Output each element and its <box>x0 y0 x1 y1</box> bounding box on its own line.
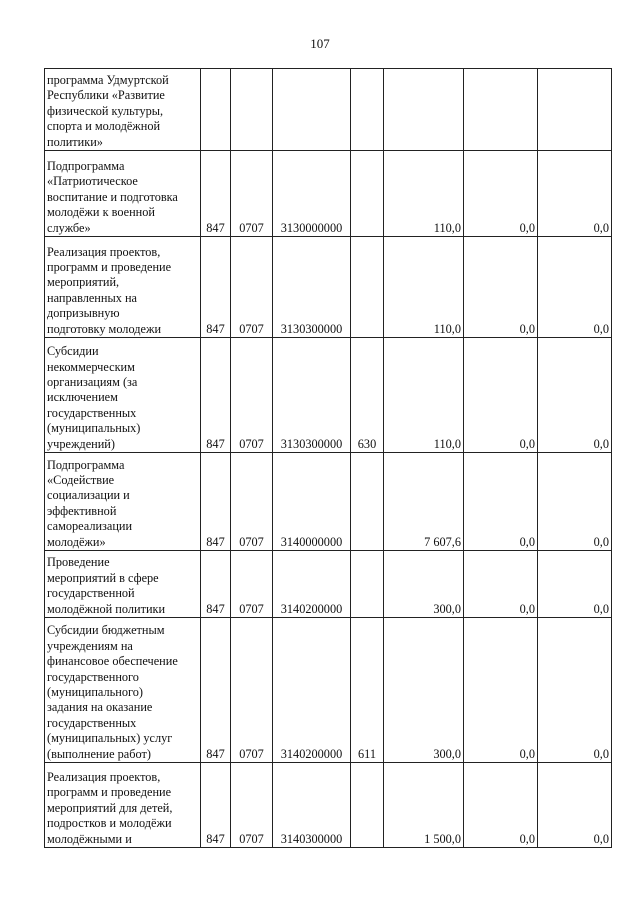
table-row <box>45 69 612 151</box>
target-article-code: 3140200000 <box>273 618 351 763</box>
expense-type-code <box>351 453 384 551</box>
amount-year-2: 0,0 <box>464 338 538 453</box>
amount-year-2: 0,0 <box>464 551 538 618</box>
dept-code <box>201 69 231 151</box>
section-code <box>231 69 273 151</box>
amount-year-2: 0,0 <box>464 151 538 237</box>
amount-year-2: 0,0 <box>464 618 538 763</box>
row-name: Субсидии бюджетным учреждениям на финансовое обеспечение государственного (муниципального) задания на оказание государственных (муниципальных) услуг (выполнение работ) <box>45 618 201 763</box>
table-row <box>45 763 612 848</box>
section-code: 0707 <box>231 237 273 338</box>
amount-year-3: 0,0 <box>538 763 612 848</box>
amount-year-2: 0,0 <box>464 237 538 338</box>
row-name: Подпрограмма «Содействие социализации и эффективной самореализации молодёжи» <box>45 453 201 551</box>
dept-code: 847 <box>201 763 231 848</box>
expense-type-code <box>351 763 384 848</box>
dept-code: 847 <box>201 453 231 551</box>
dept-code: 847 <box>201 551 231 618</box>
target-article-code: 3140000000 <box>273 453 351 551</box>
row-name: Реализация проектов, программ и проведение мероприятий для детей, подростков и молодёжи молодёжными и <box>45 763 201 848</box>
budget-table <box>44 68 612 848</box>
row-name: Субсидии некоммерческим организациям (за исключением государственных (муниципальных) учреждений) <box>45 338 201 453</box>
amount-year-1: 110,0 <box>384 237 464 338</box>
table-row <box>45 453 612 551</box>
amount-year-3: 0,0 <box>538 338 612 453</box>
amount-year-3: 0,0 <box>538 237 612 338</box>
amount-year-2 <box>464 69 538 151</box>
expense-type-code: 611 <box>351 618 384 763</box>
dept-code: 847 <box>201 237 231 338</box>
amount-year-1: 110,0 <box>384 151 464 237</box>
table-row <box>45 551 612 618</box>
target-article-code: 3130300000 <box>273 338 351 453</box>
amount-year-1: 300,0 <box>384 618 464 763</box>
target-article-code: 3130000000 <box>273 151 351 237</box>
dept-code: 847 <box>201 618 231 763</box>
amount-year-2: 0,0 <box>464 763 538 848</box>
dept-code: 847 <box>201 338 231 453</box>
expense-type-code <box>351 551 384 618</box>
expense-type-code <box>351 151 384 237</box>
amount-year-1: 300,0 <box>384 551 464 618</box>
row-name: Реализация проектов, программ и проведение мероприятий, направленных на допризывную подготовку молодежи <box>45 237 201 338</box>
table-row <box>45 237 612 338</box>
row-name: Проведение мероприятий в сфере государственной молодёжной политики <box>45 551 201 618</box>
amount-year-3: 0,0 <box>538 151 612 237</box>
amount-year-2: 0,0 <box>464 453 538 551</box>
row-name: программа Удмуртской Республики «Развитие физической культуры, спорта и молодёжной политики» <box>45 69 201 151</box>
table-row <box>45 618 612 763</box>
expense-type-code: 630 <box>351 338 384 453</box>
target-article-code <box>273 69 351 151</box>
target-article-code: 3140300000 <box>273 763 351 848</box>
expense-type-code <box>351 69 384 151</box>
amount-year-3: 0,0 <box>538 453 612 551</box>
target-article-code: 3140200000 <box>273 551 351 618</box>
section-code: 0707 <box>231 551 273 618</box>
target-article-code: 3130300000 <box>273 237 351 338</box>
dept-code: 847 <box>201 151 231 237</box>
section-code: 0707 <box>231 151 273 237</box>
section-code: 0707 <box>231 338 273 453</box>
amount-year-1: 7 607,6 <box>384 453 464 551</box>
amount-year-1: 110,0 <box>384 338 464 453</box>
section-code: 0707 <box>231 453 273 551</box>
table-row <box>45 151 612 237</box>
row-name: Подпрограмма «Патриотическое воспитание и подготовка молодёжи к военной службе» <box>45 151 201 237</box>
table-row <box>45 338 612 453</box>
amount-year-1: 1 500,0 <box>384 763 464 848</box>
section-code: 0707 <box>231 618 273 763</box>
expense-type-code <box>351 237 384 338</box>
amount-year-3: 0,0 <box>538 551 612 618</box>
amount-year-3 <box>538 69 612 151</box>
amount-year-3: 0,0 <box>538 618 612 763</box>
amount-year-1 <box>384 69 464 151</box>
page-number: 107 <box>310 36 330 51</box>
section-code: 0707 <box>231 763 273 848</box>
